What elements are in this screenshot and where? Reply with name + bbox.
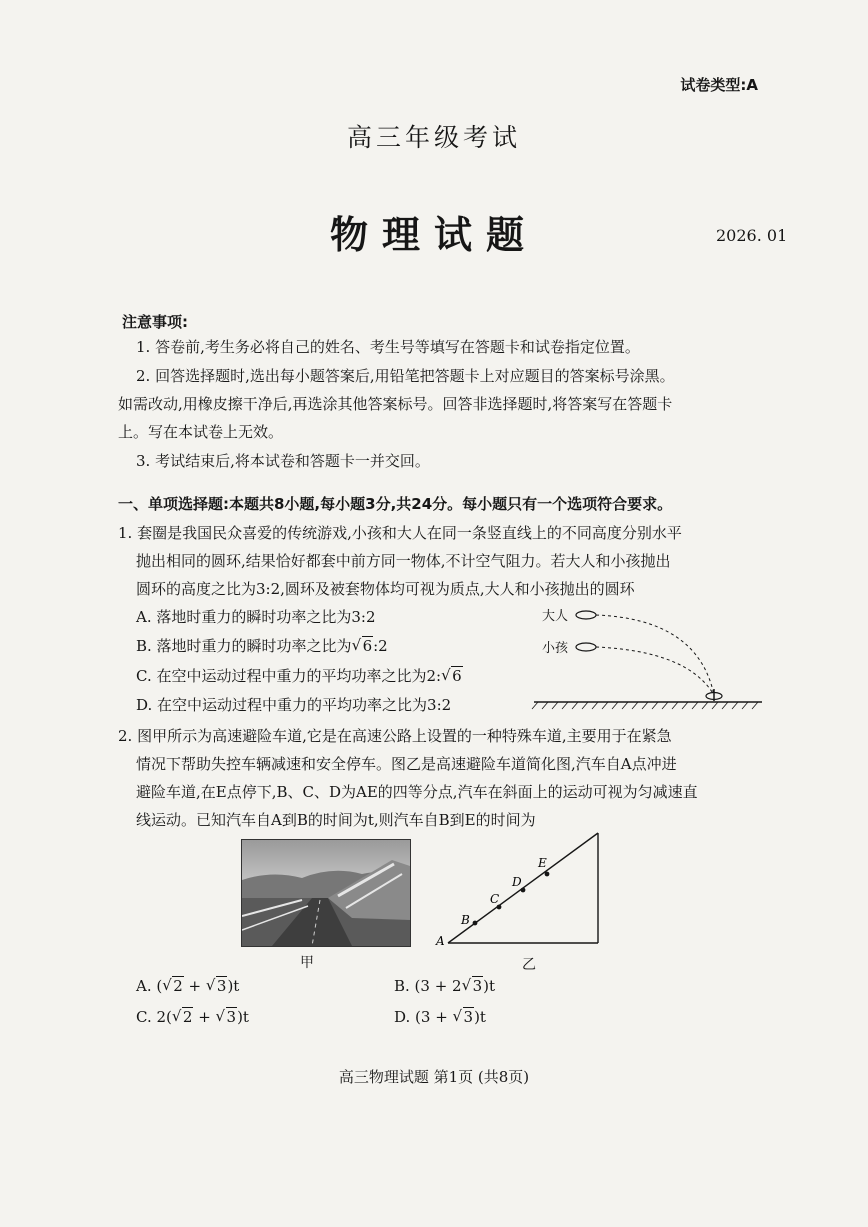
question-line: 避险车道,在E点停下,B、C、D为AE的四等分点,汽车在斜面上的运动可视为匀减速直: [136, 783, 698, 801]
option-text: )t: [227, 977, 240, 995]
option-text: C. 2(: [136, 1008, 172, 1026]
notes-heading: 注意事项:: [122, 313, 188, 331]
question-line: 圆环的高度之比为3:2,圆环及被套物体均可视为质点,大人和小孩抛出的圆环: [136, 580, 635, 598]
label-c: C: [490, 892, 500, 906]
q2-option-c: [136, 1008, 249, 1026]
question-line: 抛出相同的圆环,结果恰好都套中前方同一物体,不计空气阻力。若大人和小孩抛出: [136, 552, 671, 570]
note-line: 上。写在本试卷上无效。: [118, 423, 284, 441]
note-line: 1. 答卷前,考生务必将自己的姓名、考生号等填写在答题卡和试卷指定位置。: [136, 338, 640, 356]
escape-lane-diagram: [430, 828, 610, 953]
sqrt-symbol: [462, 977, 484, 995]
exam-title: 高三年级考试: [346, 123, 521, 152]
page-footer: 高三物理试题 第1页 (共8页): [338, 1068, 530, 1086]
option-text: C. 在空中运动过程中重力的平均功率之比为2:: [136, 667, 442, 685]
option-text: B. 落地时重力的瞬时功率之比为: [136, 637, 352, 655]
escape-lane-photo-drawing: [242, 840, 410, 946]
caption-diagram: 乙: [522, 957, 536, 973]
question-line: 线运动。已知汽车自A到B的时间为t,则汽车自B到E的时间为: [136, 811, 536, 829]
radicand: 2: [173, 977, 183, 995]
option-text: )t: [474, 1008, 486, 1026]
note-line: 2. 回答选择题时,选出每小题答案后,用铅笔把答题卡上对应题目的答案标号涂黑。: [136, 367, 675, 385]
point-b: [473, 921, 478, 926]
label-e: E: [538, 856, 547, 870]
caption-photo: 甲: [300, 955, 314, 971]
adult-trajectory: [596, 615, 714, 695]
q1-option-c: [136, 665, 463, 686]
point-e: [545, 872, 550, 877]
note-item: [118, 333, 768, 361]
radicand: 3: [216, 977, 227, 995]
adult-ring: [576, 611, 596, 619]
ground-hatching: [532, 702, 758, 709]
child-label: 小孩: [542, 641, 569, 656]
paper-type-label: 试卷类型:A: [680, 76, 758, 94]
radicand: 3: [463, 1008, 474, 1026]
sqrt-symbol: [453, 1008, 475, 1026]
option-text: A. (: [136, 977, 163, 995]
exam-date: 2026. 01: [716, 226, 788, 245]
escape-lane-photo: [241, 839, 411, 947]
subject-title: 物理试题: [329, 212, 538, 257]
question-line: 1. 套圈是我国民众喜爱的传统游戏,小孩和大人在同一条竖直线上的不同高度分别水平: [118, 524, 682, 542]
child-trajectory: [596, 647, 714, 695]
q2-option-b: [394, 977, 495, 995]
option-text: +: [183, 977, 206, 995]
radicand: 2: [182, 1008, 193, 1026]
sqrt-symbol: [216, 1008, 238, 1026]
option-text: +: [193, 1008, 216, 1026]
q1-option-b: [136, 635, 388, 656]
label-b: B: [461, 913, 470, 927]
sqrt-symbol: [352, 637, 374, 655]
option-text: )t: [483, 977, 496, 995]
q2-option-d: [394, 1008, 486, 1026]
child-ring: [576, 643, 596, 651]
note-item: [118, 362, 768, 446]
radicand: 6: [362, 637, 373, 655]
note-line: 如需改动,用橡皮擦干净后,再选涂其他答案标号。回答非选择题时,将答案写在答题卡: [118, 395, 673, 413]
radicand: 6: [452, 667, 462, 685]
option-text: :2: [373, 637, 388, 655]
sqrt-symbol: [441, 667, 463, 685]
note-line: 3. 考试结束后,将本试卷和答题卡一并交回。: [136, 452, 430, 470]
q1-option-a: A. 落地时重力的瞬时功率之比为3:2: [136, 608, 376, 626]
option-text: )t: [237, 1008, 249, 1026]
sqrt-symbol: [172, 1008, 194, 1026]
ring-toss-figure: [528, 597, 768, 712]
radicand: 3: [472, 977, 483, 995]
question-2-stem: [118, 722, 768, 834]
adult-label: 大人: [542, 609, 569, 624]
section-heading: 一、单项选择题:本题共8小题,每小题3分,共24分。每小题只有一个选项符合要求。: [118, 495, 673, 513]
option-text: B. (3 + 2: [394, 977, 462, 995]
label-d: D: [512, 875, 522, 889]
sqrt-symbol: [206, 977, 228, 995]
radicand: 3: [226, 1008, 237, 1026]
question-line: 情况下帮助失控车辆减速和安全停车。图乙是高速避险车道简化图,汽车自A点冲进: [136, 755, 677, 773]
q1-option-d: D. 在空中运动过程中重力的平均功率之比为3:2: [136, 696, 452, 714]
q2-option-a: [136, 977, 239, 995]
label-a: A: [436, 934, 445, 948]
note-item: [118, 447, 768, 475]
option-text: D. (3 +: [394, 1008, 453, 1026]
question-line: 2. 图甲所示为高速避险车道,它是在高速公路上设置的一种特殊车道,主要用于在紧急: [118, 727, 672, 745]
question-1-stem: [118, 519, 768, 603]
sqrt-symbol: [162, 977, 184, 995]
